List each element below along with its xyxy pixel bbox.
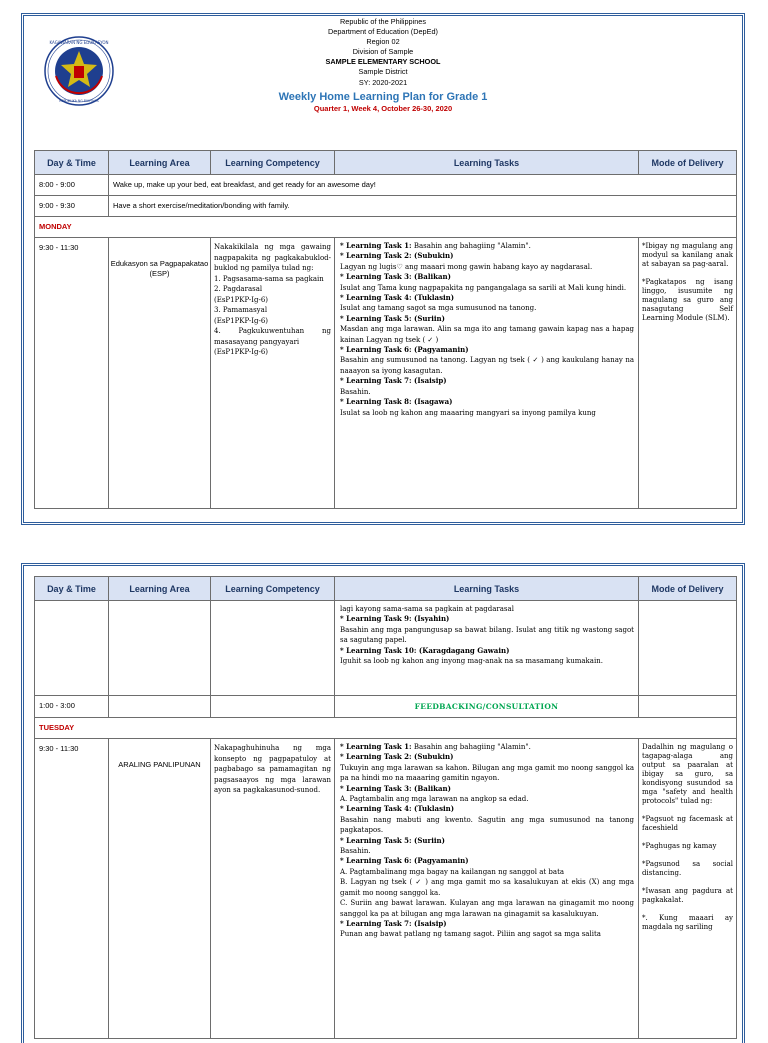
col-day-time: Day & Time	[35, 577, 109, 601]
col-learning-area: Learning Area	[109, 577, 211, 601]
competency-item: (EsP1PKP-Ig-6)	[214, 348, 269, 356]
row-activity: Wake up, make up your bed, eat breakfast, and get ready for an awesome day!	[109, 175, 737, 196]
task-body: Iguhit sa loob ng kahon ang inyong mag-anak na sa masamang kumakain.	[340, 657, 603, 666]
mode-item: *Paghugas ng kamay	[642, 842, 717, 850]
mode-item: *Ibigay ng magulang ang modyul sa kanilang anak at sabayan sa pag-aaral.	[642, 242, 733, 268]
tasks-cell	[335, 238, 639, 509]
task-body: Basahin.	[340, 847, 371, 856]
table-row-monday-esp	[35, 238, 737, 509]
task-title: * Learning Task 2: (Subukin)	[340, 251, 454, 261]
task-line	[340, 283, 634, 293]
mode-item: *. Kung maaari ay magdala ng sariling	[642, 914, 733, 931]
table-row	[35, 718, 737, 739]
col-day-time: Day & Time	[35, 151, 109, 175]
table-row	[35, 217, 737, 238]
competency-item: 4. Pagkukuwentuhan ng masasayang pangyayari	[214, 327, 331, 346]
row-time: 9:00 - 9:30	[35, 196, 109, 217]
task-body: A. Pagtambalinang mga bagay na kailangan ng sanggol at bata	[340, 867, 565, 876]
task-line	[340, 387, 634, 397]
competency-item: (EsP1PKP-Ig-6)	[214, 295, 269, 304]
task-line	[340, 262, 634, 272]
learning-area-cell: ARALING PANLIPUNAN	[109, 739, 211, 1039]
competency-item: 2. Pagdarasal	[214, 285, 263, 293]
learning-plan-table-continued	[34, 576, 737, 1039]
republic-line: Republic of the Philippines	[340, 17, 426, 26]
col-learning-competency: Learning Competency	[211, 151, 335, 175]
task-line	[340, 919, 634, 929]
task-body: Isulat ang Tama kung nagpapakita ng pangangalaga sa sarili at Mali kung hindi.	[340, 283, 627, 292]
task-body: lagi kayong sama-sama sa pagkain at pagdarasal	[340, 605, 514, 613]
task-line	[340, 794, 634, 804]
competency-cell	[211, 739, 335, 1039]
task-line	[340, 355, 634, 376]
division-line: Division of Sample	[352, 47, 414, 57]
table-row	[35, 175, 737, 196]
document-page-2	[21, 563, 745, 1043]
task-title: * Learning Task 10: (Karagdagang Gawain)	[340, 645, 510, 655]
col-mode-of-delivery: Mode of Delivery	[639, 151, 737, 175]
mode-item: *Pagsuot ng facemask at faceshield	[642, 815, 733, 832]
task-line	[340, 867, 634, 877]
competency-cell	[211, 238, 335, 509]
task-line	[340, 846, 634, 856]
task-body: Isulat sa loob ng kahon ang maaaring mangyari sa inyong pamilya kung	[340, 408, 596, 417]
task-line	[340, 397, 634, 407]
task-line	[340, 656, 634, 666]
table-header-row	[35, 577, 737, 601]
document-header	[24, 16, 742, 145]
task-line	[340, 784, 634, 794]
day-label-monday: MONDAY	[35, 217, 737, 238]
competency-item: Nakapaghuhinuha ng mga konsepto ng pagpapatuloy at pagbabago sa pamamagitan ng pagsasaayos ng mga larawan ayon sa pagkakasunod-sunod.	[214, 744, 331, 794]
task-body: Basahin ang bahagiing "Alamin".	[411, 743, 531, 751]
mode-item: *Pagkatapos ng isang linggo, isusumite ng magulang sa guro ang nasagutang Self Learning Module (SLM).	[642, 278, 733, 322]
empty-cell	[211, 601, 335, 696]
empty-cell	[109, 601, 211, 696]
competency-item: (EsP1PKP-Ig-6)	[214, 316, 269, 325]
task-title: * Learning Task 6: (Pagyamanin)	[340, 345, 469, 355]
task-title: * Learning Task 8: (Isagawa)	[340, 397, 453, 407]
col-learning-tasks: Learning Tasks	[335, 577, 639, 601]
task-line	[340, 345, 634, 355]
task-line	[340, 303, 634, 313]
tasks-cell	[335, 601, 639, 696]
document-page-1	[21, 13, 745, 525]
table-row-tuesday-ap	[35, 739, 737, 1039]
day-label-tuesday: TUESDAY	[35, 718, 737, 739]
task-title: * Learning Task 5: (Suriin)	[340, 835, 445, 845]
tasks-cell	[335, 739, 639, 1039]
task-title: * Learning Task 3: (Balikan)	[340, 272, 451, 282]
task-line	[340, 804, 634, 814]
task-body: Masdan ang mga larawan. Alin sa mga ito ang tamang gawain kapag nas a hapag kainan Lagyan ng tsek ( ✓ )	[340, 325, 634, 344]
header-lines	[24, 16, 742, 114]
task-body: Isulat ang tamang sagot sa mga sumusunod na tanong.	[340, 304, 537, 313]
task-body: Basahin ang bahagiing "Alamin".	[411, 242, 531, 250]
mode-item: *Iwasan ang pagdura at pagkakalat.	[642, 887, 733, 904]
task-title: * Learning Task 1:	[340, 241, 412, 250]
task-body: Basahin ang sumusunod na tanong. Lagyan ng tsek ( ✓ ) ang kaukulang hanay na naaayon sa iyong kasagutan.	[340, 356, 634, 375]
task-line	[340, 856, 634, 866]
task-title: * Learning Task 9: (Isyahin)	[340, 614, 450, 624]
row-activity: Have a short exercise/meditation/bonding with family.	[109, 196, 737, 217]
task-line	[340, 314, 634, 324]
mode-cell	[639, 238, 737, 509]
task-line	[340, 752, 634, 762]
empty-cell	[211, 696, 335, 718]
task-title: * Learning Task 4: (Tuklasin)	[340, 293, 455, 303]
task-body: Basahin ang mga pangungusap sa bawat bilang. Isulat ang titik ng wastong sagot sa sagutang papel.	[340, 625, 634, 645]
task-body: Punan ang bawat patlang ng tamang sagot. Piliin ang sagot sa mga salita	[340, 930, 601, 939]
task-body: Lagyan ng lugis♡ ang maaari mong gawin habang kayo ay nagdarasal.	[340, 262, 593, 271]
task-line	[340, 251, 634, 261]
task-title: * Learning Task 7: (Isaisip)	[340, 376, 447, 386]
task-line	[340, 241, 634, 251]
col-learning-competency: Learning Competency	[211, 577, 335, 601]
competency-item: 3. Pamamasyal	[214, 306, 268, 314]
task-line	[340, 324, 634, 345]
col-learning-tasks: Learning Tasks	[335, 151, 639, 175]
region-line: Region 02	[366, 37, 400, 47]
feedback-label: FEEDBACKING/CONSULTATION	[335, 696, 639, 718]
task-body: Tukuyin ang mga larawan sa kahon. Bilugan ang mga gamit mo noong sanggol ka pa na hindi mo na maaaring gamitin ngayon.	[340, 763, 634, 783]
task-line	[340, 742, 634, 752]
task-line	[340, 614, 634, 624]
department-line: Department of Education (DepEd)	[328, 27, 438, 37]
col-learning-area: Learning Area	[109, 151, 211, 175]
task-line	[340, 836, 634, 846]
task-title: * Learning Task 5: (Suriin)	[340, 313, 445, 323]
learning-plan-table	[34, 150, 737, 509]
col-mode-of-delivery: Mode of Delivery	[639, 577, 737, 601]
task-title: * Learning Task 1:	[340, 742, 412, 751]
task-line	[340, 604, 634, 614]
seal-top-text: KAGAWARAN NG EDUKASYON	[49, 40, 109, 45]
learning-area-cell: Edukasyon sa Pagpapakatao (ESP)	[109, 238, 211, 509]
plan-title: Weekly Home Learning Plan for Grade 1	[278, 90, 488, 103]
row-time: 9:30 - 11:30	[35, 238, 109, 509]
task-title: * Learning Task 3: (Balikan)	[340, 783, 451, 793]
empty-cell	[109, 696, 211, 718]
task-line	[340, 272, 634, 282]
task-line	[340, 763, 634, 784]
task-body: A. Pagtambalin ang mga larawan na angkop sa edad.	[340, 795, 529, 804]
task-title: * Learning Task 6: (Pagyamanin)	[340, 856, 469, 866]
mode-cell	[639, 739, 737, 1039]
competency-item: Nakakikilala ng mga gawaing nagpapakita ng pagkakabuklod-buklod ng pamilya tulad ng:	[214, 243, 331, 272]
row-time: 8:00 - 9:00	[35, 175, 109, 196]
competency-item: 1. Pagsasama-sama sa pagkain	[214, 274, 324, 283]
task-body: Basahin nang mabuti ang kwento. Sagutin ang mga sumusunod na tanong pagkatapos.	[340, 815, 634, 835]
task-line	[340, 408, 634, 418]
task-line	[340, 898, 634, 919]
table-header-row	[35, 151, 737, 175]
table-row	[35, 196, 737, 217]
task-line	[340, 929, 634, 939]
seal-bottom-text: REPUBLIKA NG PILIPINAS	[59, 99, 99, 103]
mode-item: *Pagsunod sa social distancing.	[642, 860, 733, 877]
district-line: Sample District	[358, 67, 408, 77]
task-title: * Learning Task 4: (Tuklasin)	[340, 804, 455, 814]
task-title: * Learning Task 7: (Isaisip)	[340, 918, 447, 928]
mode-item: Dadalhin ng magulang o tagapag-alaga ang output sa paaralan at ibigay sa guro, sa kondisyong susundod sa mga "safety and health protocols" tulad ng:	[642, 743, 733, 805]
task-body: C. Suriin ang bawat larawan. Kulayan ang mga larawan na ginagamit mo noong sanggol ka pa at bilugan ang mga larawan na ginagamit sa kasalukuyan.	[340, 899, 634, 918]
task-line	[340, 376, 634, 386]
task-body: Basahin.	[340, 387, 371, 396]
task-body: B. Lagyan ng tsek ( ✓ ) ang mga gamit mo sa kasalukuyan at ekis (X) ang mga gamit mo noong sanggol ka.	[340, 878, 634, 897]
school-year-line: SY: 2020-2021	[358, 77, 408, 87]
table-row-continued	[35, 601, 737, 696]
school-line: SAMPLE ELEMENTARY SCHOOL	[325, 57, 441, 67]
empty-cell	[639, 696, 737, 718]
empty-cell	[35, 601, 109, 696]
task-line	[340, 625, 634, 646]
task-line	[340, 815, 634, 836]
quarter-line: Quarter 1, Week 4, October 26-30, 2020	[313, 103, 453, 113]
task-line	[340, 877, 634, 898]
row-time: 1:00 - 3:00	[35, 696, 109, 718]
task-line	[340, 293, 634, 303]
task-title: * Learning Task 2: (Subukin)	[340, 752, 454, 762]
task-line	[340, 646, 634, 656]
empty-cell	[639, 601, 737, 696]
row-time: 9:30 - 11:30	[35, 739, 109, 1039]
table-row-feedback	[35, 696, 737, 718]
